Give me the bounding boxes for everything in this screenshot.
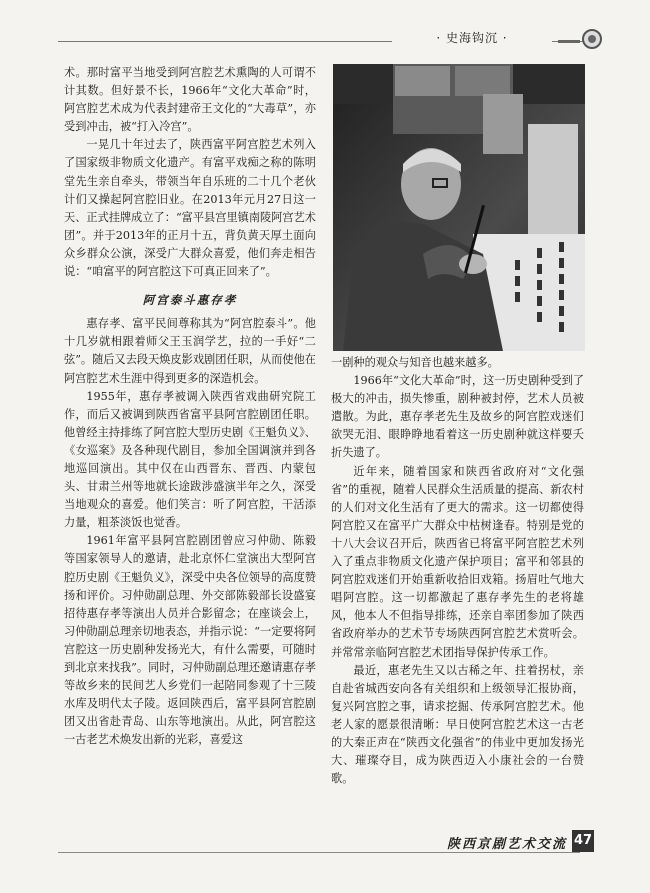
paragraph: 1955年，惠存孝被调入陕西省戏曲研究院工作，而后又被调到陕西省富平县阿宫腔剧团任职。他曾经主持排练了阿宫腔大型历史剧《王魁负义》、《女巡案》及各种现代剧目，参加全国调演并到各地巡回演出。其中仅在山西晋东、晋西、内蒙包头、甘肃兰州等地就长途跋涉盛演半年之久，深受当地观众的喜爱。他们笑言：听了阿宫腔，干活添力量，粗茶淡饭也觉香。 bbox=[64, 389, 316, 530]
paragraph: 一剧种的观众与知音也越来越多。 bbox=[331, 356, 499, 369]
paragraph: 近年来，随着国家和陕西省政府对“文化强省”的重视，随着人民群众生活质量的提高、新农村的人们对文化生活有了更大的需求。这一切都使得阿宫腔又在富平广大群众中枯树逢春。特别是党的十八大会议召开后，陕西省已将富平阿宫腔艺术列入了重点非物质文化遗产保护项目；富平和邻县的阿宫腔戏迷们开始重新收拾旧戏箱。扬眉吐气地大唱阿宫腔。这一切都激起了惠存孝先生的老将雄风，他本人不但指导排练，还亲自率团参加了陕西省政府举办的艺术节专场陕西阿宫腔艺术赏听会。并常常亲临阿宫腔艺术团指导保护传承工作。 bbox=[331, 464, 584, 659]
section-tag: · 史海钩沉 · bbox=[392, 26, 552, 50]
page-number: 47 bbox=[572, 830, 594, 852]
section-title: 阿宫泰斗惠存孝 bbox=[142, 293, 238, 308]
paragraph: 1961年富平县阿宫腔剧团曾应习仲勋、陈毅等国家领导人的邀请，赴北京怀仁堂演出大型阿宫腔历史剧《王魁负义》，深受中央各位领导的高度赞扬和评价。习仲勋副总理、外交部陈毅部长设盛宴招待惠存孝等演出人员并合影留念；在座谈会上，习仲勋副总理亲切地表态，并指示说：“一定要将阿宫腔这一历史剧种发扬光大，有什么需要，可随时到北京来找我”。同时，习仲勋副总理还邀请惠存孝等故乡来的民间艺人乡党们一起陪同参观了十三陵水库及明代太子陵。返回陕西后，富平县阿宫腔剧团又出省赴青岛、山东等地演出。从此，阿宫腔这一古老艺术焕发出新的光彩，喜爱这 bbox=[64, 534, 316, 747]
paragraph: 术。那时富平当地受到阿宫腔艺术熏陶的人可谓不计其数。但好景不长，1966年“文化大革命”时，阿宫腔艺术成为代表封建帝王文化的“大毒草”，亦受到冲击，被“打入冷宫”。 bbox=[64, 66, 316, 134]
right-column bbox=[331, 354, 584, 788]
journal-name: 陕西京剧艺术交流 bbox=[446, 837, 567, 852]
header-ornament-line bbox=[558, 40, 580, 43]
paragraph: 1966年“文化大革命”时，这一历史剧种受到了极大的冲击，损失惨重，剧种被封停，艺术人员被遣散。为此，惠存孝老先生及故乡的阿宫腔戏迷们欲哭无泪、眼睁睁地看着这一历史剧种就这样要夭折失遗了。 bbox=[331, 374, 584, 460]
photo-elderly-man-writing-calligraphy-icon bbox=[333, 64, 585, 351]
footer-rule bbox=[58, 852, 580, 853]
left-column bbox=[64, 64, 316, 749]
paragraph: 一晃几十年过去了，陕西富平阿宫腔艺术列入了国家级非物质文化遗产。有富平戏痴之称的陈明堂先生亲自牵头，带领当年自乐班的二十几个老伙计们又操起阿宫腔旧业。在2013年元月27日这一天、正式挂牌成立了：“富平县宫里镇南陵阿宫艺术团”。并于2013年的正月十五，背负黄天厚土面向众乡群众公演，深受广大群众喜爱，他们奔走相告说：“咱富平的阿宫腔这下可真正回来了”。 bbox=[64, 138, 316, 279]
article-photo bbox=[333, 64, 585, 351]
medallion-icon bbox=[582, 29, 602, 49]
paragraph: 最近，惠老先生又以古稀之年、拄着拐杖，亲自赴省城西安向各有关组织和上级领导汇报协商，复兴阿宫腔之事，请求挖掘、传承阿宫腔艺术。他老人家的愿景很清晰：早日使阿宫腔艺术这一古老的大秦正声在“陕西文化强省”的伟业中更加发扬光大、璀璨夺目，成为陕西迈入小康社会的一台赞歌。 bbox=[331, 663, 584, 786]
paragraph: 惠存孝、富平民间尊称其为“阿宫腔泰斗”。他十几岁就相跟着师父王玉润学艺，拉的一手好“二弦”。随后又去段天焕皮影戏剧团任职，从而使他在阿宫腔艺术生涯中得到更多的深造机会。 bbox=[64, 317, 316, 385]
